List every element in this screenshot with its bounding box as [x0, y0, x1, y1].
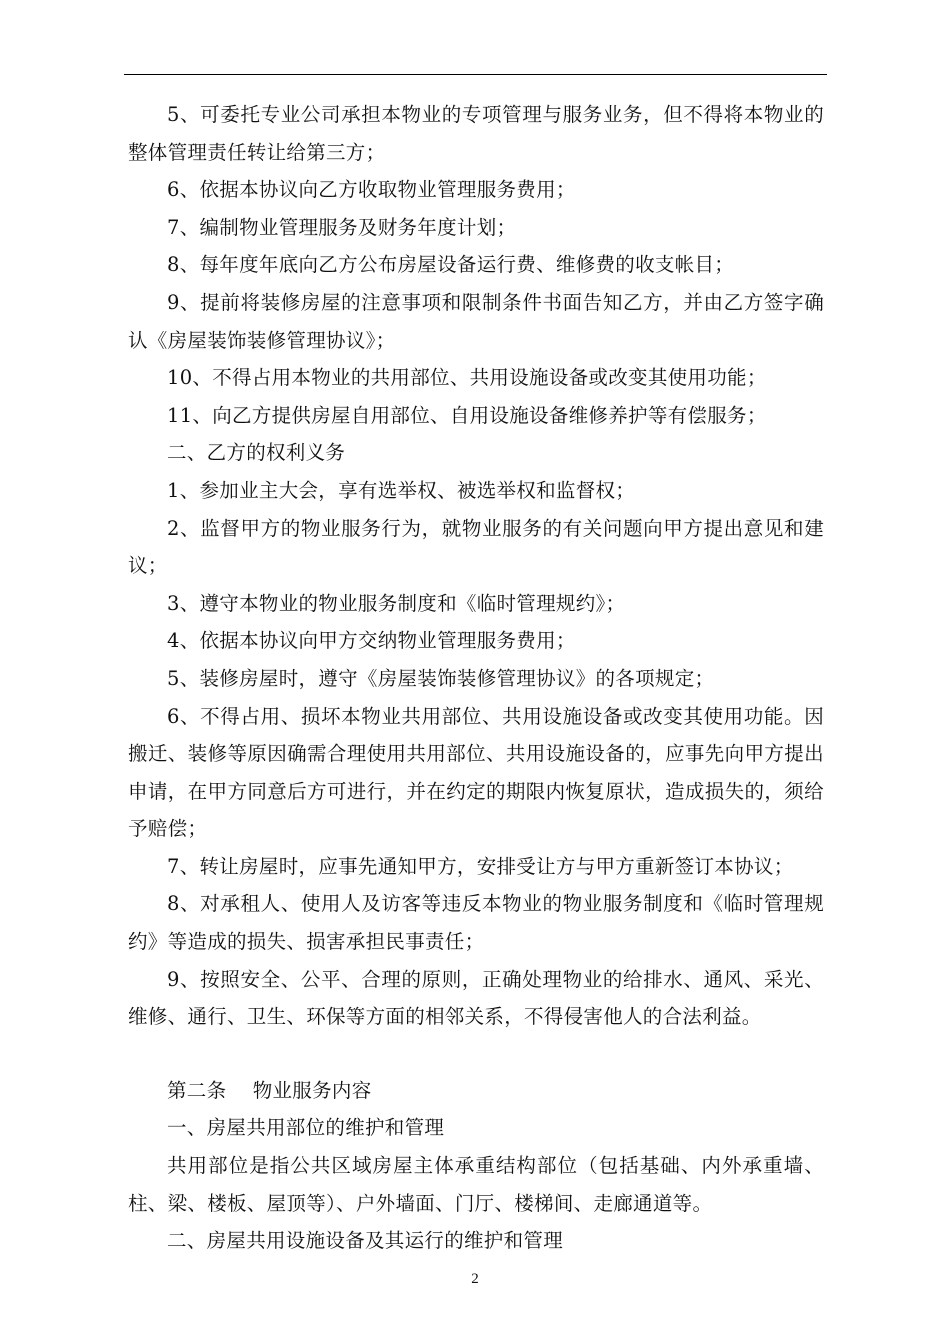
article-heading: 第二条 物业服务内容 [167, 1078, 372, 1102]
paragraph: 7、编制物业管理服务及财务年度计划； [167, 215, 517, 239]
section-heading: 二、房屋共用设施设备及其运行的维护和管理 [167, 1229, 564, 1253]
section-heading: 一、房屋共用部位的维护和管理 [167, 1116, 445, 1140]
paragraph: 9、提前将装修房屋的注意事项和限制条件书面告知乙方，并由乙方签字确认《房屋装饰装修管理协议》； [128, 290, 824, 352]
paragraph: 2、监督甲方的物业服务行为，就物业服务的有关问题向甲方提出意见和建议； [128, 516, 824, 578]
paragraph: 11、向乙方提供房屋自用部位、自用设施设备维修养护等有偿服务； [167, 403, 767, 427]
page-number: 2 [471, 1271, 479, 1287]
paragraph: 4、依据本协议向甲方交纳物业管理服务费用； [167, 629, 576, 653]
paragraph: 6、不得占用、损坏本物业共用部位、共用设施设备或改变其使用功能。因搬迁、装修等原因确需合理使用共用部位、共用设施设备的，应事先向甲方提出申请，在甲方同意后方可进行，并在约定的期限内恢复原状，造成损失的，须给予赔偿； [128, 704, 824, 841]
paragraph: 1、参加业主大会，享有选举权、被选举权和监督权； [167, 478, 636, 502]
paragraph: 3、遵守本物业的物业服务制度和《临时管理规约》； [167, 591, 626, 615]
paragraph: 7、转让房屋时，应事先通知甲方，安排受让方与甲方重新签订本协议； [167, 854, 794, 878]
paragraph: 5、可委托专业公司承担本物业的专项管理与服务业务，但不得将本物业的整体管理责任转让给第三方； [128, 103, 824, 164]
paragraph-gap [128, 1036, 824, 1072]
section-heading: 二、乙方的权利义务 [167, 441, 346, 465]
header-rule [124, 74, 827, 75]
paragraph: 10、不得占用本物业的共用部位、共用设施设备或改变其使用功能； [167, 366, 767, 390]
paragraph: 8、每年度年底向乙方公布房屋设备运行费、维修费的收支帐目； [167, 253, 735, 277]
paragraph: 5、装修房屋时，遵守《房屋装饰装修管理协议》的各项规定； [167, 666, 715, 690]
paragraph: 6、依据本协议向乙方收取物业管理服务费用； [167, 178, 576, 202]
paragraph: 8、对承租人、使用人及访客等违反本物业的物业服务制度和《临时管理规约》等造成的损失、损害承担民事责任； [128, 892, 824, 954]
document-body [128, 96, 824, 1260]
paragraph: 9、按照安全、公平、合理的原则，正确处理物业的给排水、通风、采光、维修、通行、卫生、环保等方面的相邻关系，不得侵害他人的合法利益。 [128, 967, 824, 1029]
paragraph: 共用部位是指公共区域房屋主体承重结构部位（包括基础、内外承重墙、柱、梁、楼板、屋顶等）、户外墙面、门厅、楼梯间、走廊通道等。 [128, 1154, 824, 1215]
